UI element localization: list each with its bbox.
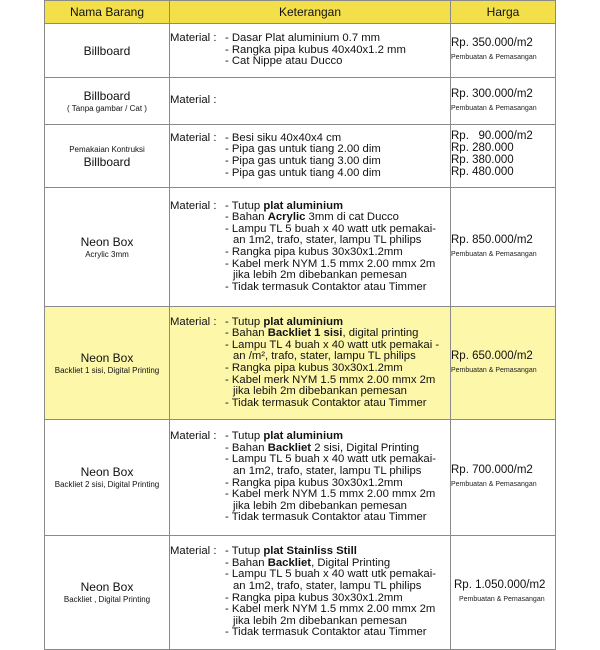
desc-line: - Lampu TL 5 buah x 40 watt utk pemakai-	[225, 568, 436, 581]
item-price: Rp. 300.000/m2	[451, 87, 533, 100]
item-price: Rp. 480.000	[451, 166, 514, 178]
item-price-cell	[451, 125, 556, 188]
desc-line: - Tidak termasuk Contaktor atau Timmer	[225, 396, 427, 409]
desc-line: - Cat Nippe atau Ducco	[225, 55, 343, 68]
desc-line: - Rangka pipa kubus 40x40x1.2 mm	[225, 43, 406, 56]
material-label: Material :	[170, 32, 217, 45]
header-nama-barang: Nama Barang	[45, 1, 170, 24]
desc-line: - Tutup plat aluminium	[225, 430, 344, 443]
item-name-cell	[45, 24, 170, 78]
item-subtitle: Acrylic 3mm	[85, 249, 129, 259]
item-name-cell	[45, 125, 170, 188]
item-desc-cell	[170, 125, 451, 188]
header-row	[45, 1, 556, 24]
price-note: Pembuatan & Pemasangan	[451, 366, 537, 374]
item-name: Neon Box	[80, 350, 134, 365]
desc-line: - Tidak termasuk Contaktor atau Timmer	[225, 511, 427, 524]
item-price: Rp. 350.000/m2	[451, 37, 533, 49]
desc-line: - Pipa gas untuk tiang 3.00 dim	[225, 155, 381, 167]
item-name: Billboard	[83, 43, 131, 58]
item-name: Billboard	[83, 154, 131, 169]
item-subtitle: ( Tanpa gambar / Cat )	[67, 103, 147, 113]
desc-line: - Lampu TL 5 buah x 40 watt utk pemakai-	[225, 222, 436, 235]
item-name: Neon Box	[80, 580, 134, 594]
price-note: Pembuatan & Pemasangan	[451, 481, 537, 488]
desc-line: - Tutup plat aluminium	[225, 315, 344, 328]
item-subtitle: Backliet 1 sisi, Digital Printing	[54, 365, 160, 375]
material-label: Material :	[170, 545, 217, 558]
item-desc-cell	[170, 420, 451, 536]
item-price: Rp. 90.000/m2	[451, 130, 533, 142]
desc-line: - Besi siku 40x40x4 cm	[225, 131, 342, 144]
item-name-cell	[45, 78, 170, 125]
desc-line: - Tidak termasuk Contaktor atau Timmer	[225, 626, 427, 639]
material-label: Material :	[170, 94, 217, 107]
material-label: Material :	[170, 199, 217, 212]
item-subtitle: Backliet , Digital Printing	[63, 595, 151, 604]
item-price: Rp. 850.000/m2	[451, 233, 533, 246]
desc-line: jika lebih 2m dibebankan pemesan	[233, 614, 407, 627]
price-table	[44, 0, 556, 650]
item-price-cell	[451, 420, 556, 536]
header-harga: Harga	[451, 1, 556, 24]
desc-line: - Lampu TL 5 buah x 40 watt utk pemakai-	[225, 453, 436, 466]
table-row	[45, 125, 556, 188]
desc-line: - Tutup plat Stainliss Still	[225, 545, 357, 558]
item-price: Rp. 1.050.000/m2	[454, 579, 546, 591]
price-note: Pembuatan & Pemasangan	[451, 250, 537, 258]
desc-line: an 1m2, trafo, stater, lampu TL philips	[233, 234, 422, 247]
desc-line: - Lampu TL 4 buah x 40 watt utk pemakai -	[225, 338, 440, 351]
item-price-cell	[451, 78, 556, 125]
desc-line: - Kabel merk NYM 1.5 mmx 2.00 mmx 2m	[225, 488, 436, 501]
desc-line: jika lebih 2m dibebankan pemesan	[233, 385, 407, 398]
item-desc-cell	[170, 78, 451, 125]
item-price: Rp. 700.000/m2	[451, 464, 533, 476]
desc-line: - Kabel merk NYM 1.5 mmx 2.00 mmx 2m	[225, 373, 436, 386]
desc-line: - Dasar Plat aluminium 0.7 mm	[225, 32, 381, 45]
item-price-cell	[451, 24, 556, 78]
material-label: Material :	[170, 315, 217, 328]
table-row	[45, 307, 556, 420]
item-name: Neon Box	[80, 465, 134, 479]
desc-line: - Bahan Acrylic 3mm di cat Ducco	[225, 211, 399, 224]
item-price: Rp. 650.000/m2	[451, 349, 533, 362]
material-label: Material :	[170, 131, 217, 144]
item-name: Neon Box	[80, 234, 134, 249]
desc-line: - Rangka pipa kubus 30x30x1.2mm	[225, 246, 403, 258]
material-label: Material :	[170, 430, 217, 443]
desc-line: an /m², trafo, stater, lampu TL philips	[233, 350, 416, 363]
desc-line: - Bahan Backliet, Digital Printing	[225, 556, 391, 569]
desc-line: - Tidak termasuk Contaktor atau Timmer	[225, 280, 427, 293]
table-row	[45, 420, 556, 536]
desc-line: - Kabel merk NYM 1.5 mmx 2.00 mmx 2m	[225, 603, 436, 616]
item-name-cell	[45, 536, 170, 650]
item-pretitle: Pemakaian Kontruksi	[69, 144, 145, 154]
desc-line: - Rangka pipa kubus 30x30x1.2mm	[225, 476, 403, 489]
desc-line: - Tutup plat aluminium	[225, 199, 344, 212]
item-name-cell	[45, 420, 170, 536]
table-row	[45, 188, 556, 307]
price-note: Pembuatan & Pemasangan	[451, 104, 537, 112]
header-keterangan: Keterangan	[170, 1, 451, 24]
item-name-cell	[45, 188, 170, 307]
desc-line: an 1m2, trafo, stater, lampu TL philips	[233, 464, 422, 477]
desc-line: - Bahan Backliet 1 sisi, digital printing	[225, 327, 419, 340]
desc-line: - Pipa gas untuk tiang 2.00 dim	[225, 143, 381, 156]
item-desc-cell	[170, 307, 451, 420]
item-price-cell	[451, 307, 556, 420]
price-note: Pembuatan & Pemasangan	[459, 596, 545, 603]
table-row	[45, 24, 556, 78]
desc-line: - Bahan Backliet 2 sisi, Digital Printing	[225, 441, 420, 454]
item-name-cell	[45, 307, 170, 420]
item-price: Rp. 380.000	[451, 154, 514, 166]
desc-line: jika lebih 2m dibebankan pemesan	[233, 269, 407, 282]
item-desc-cell	[170, 188, 451, 307]
desc-line: - Rangka pipa kubus 30x30x1.2mm	[225, 362, 403, 374]
desc-line: jika lebih 2m dibebankan pemesan	[233, 499, 407, 512]
item-price-cell	[451, 536, 556, 650]
desc-line: - Kabel merk NYM 1.5 mmx 2.00 mmx 2m	[225, 257, 436, 270]
item-price-cell	[451, 188, 556, 307]
item-name: Billboard	[83, 88, 131, 103]
desc-line: - Rangka pipa kubus 30x30x1.2mm	[225, 591, 403, 604]
item-price: Rp. 280.000	[451, 142, 514, 154]
table-row	[45, 78, 556, 125]
table-row	[45, 536, 556, 650]
desc-line: an 1m2, trafo, stater, lampu TL philips	[233, 579, 422, 592]
desc-line: - Pipa gas untuk tiang 4.00 dim	[225, 166, 381, 179]
item-desc-cell	[170, 536, 451, 650]
item-desc-cell	[170, 24, 451, 78]
price-note: Pembuatan & Pemasangan	[451, 54, 537, 61]
item-subtitle: Backliet 2 sisi, Digital Printing	[54, 480, 160, 489]
